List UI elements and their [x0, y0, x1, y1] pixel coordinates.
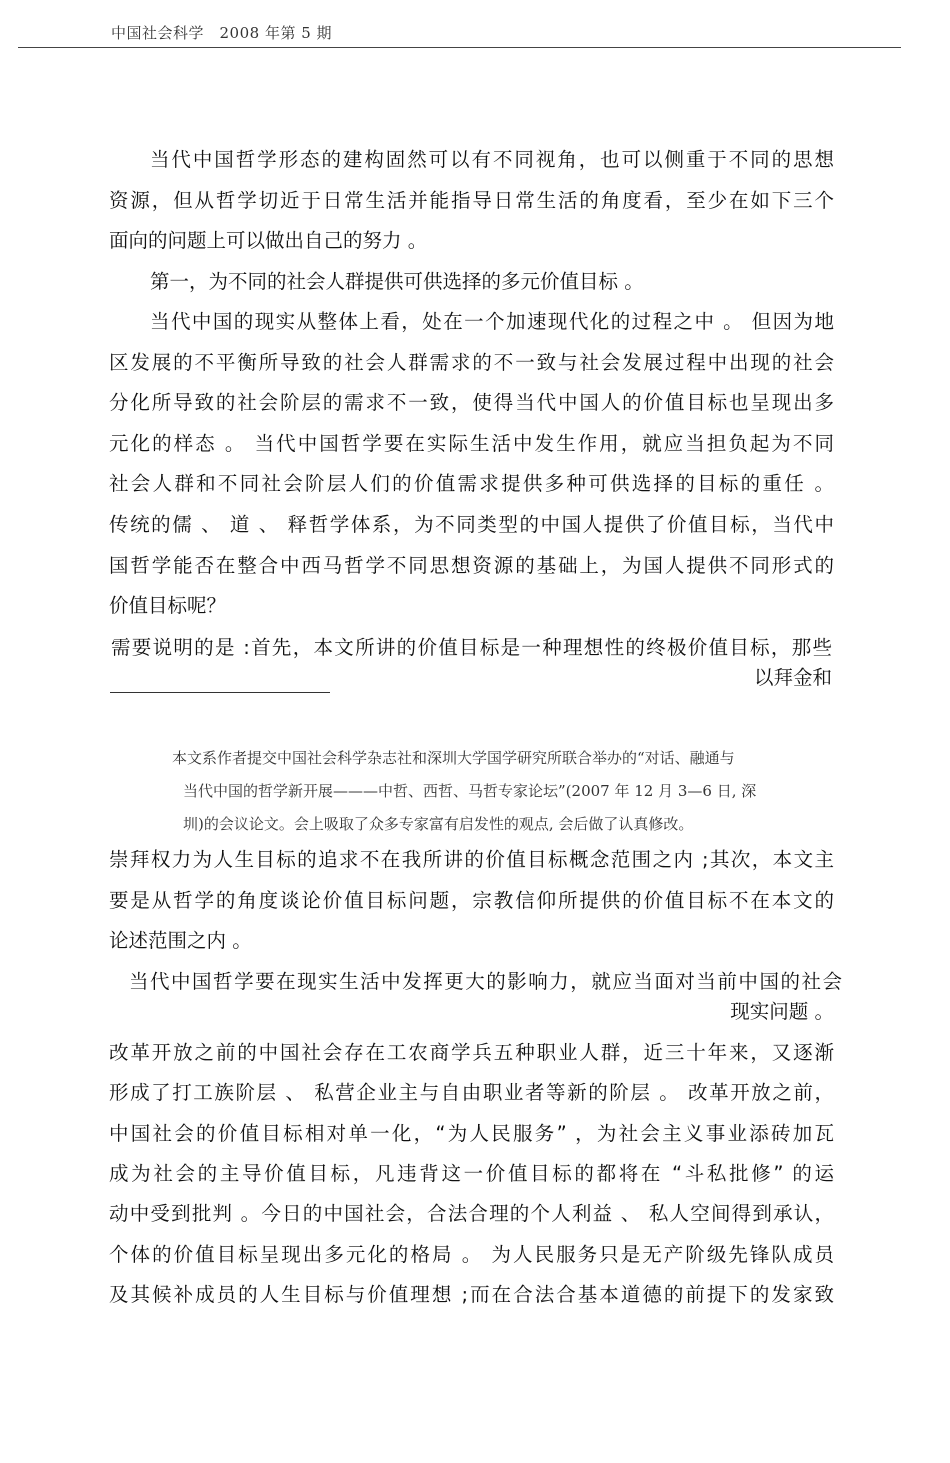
p4-line-1: 需要说明的是 :首先，本文所讲的价值目标是一种理想性的终极价值目标，那些	[111, 636, 832, 659]
p1-line-1: 当代中国哲学形态的建构固然可以有不同视角，也可以侧重于不同的思想	[150, 148, 834, 171]
p3-line-4: 元化的样态 。 当代中国哲学要在实际生活中发生作用，就应当担负起为不同	[109, 432, 834, 455]
p3-line-6: 传统的儒 、 道 、 释哲学体系，为不同类型的中国人提供了价值目标，当代中	[109, 513, 834, 536]
p6-line-2: 现实问题 。	[730, 1000, 834, 1023]
footnote-rule	[110, 692, 330, 693]
p4-line-2: 以拜金和	[753, 666, 832, 689]
p7-line-5: 动中受到批判 。今日的中国社会，合法合理的个人利益 、 私人空间得到承认，	[109, 1202, 834, 1225]
p3-line-1: 当代中国的现实从整体上看，处在一个加速现代化的过程之中 。 但因为地	[150, 310, 834, 333]
p5-line-3: 论述范围之内 。	[109, 929, 252, 952]
p3-line-7: 国哲学能否在整合中西马哲学不同思想资源的基础上，为国人提供不同形式的	[109, 554, 834, 577]
p7-line-1: 改革开放之前的中国社会存在工农商学兵五种职业人群，近三十年来，又逐渐	[109, 1041, 834, 1064]
running-header: 中国社会科学 2008 年第 5 期	[111, 24, 333, 42]
p3-line-5: 社会人群和不同社会阶层人们的价值需求提供多种可供选择的目标的重任 。	[109, 472, 834, 495]
p3-line-3: 分化所导致的社会阶层的需求不一致，使得当代中国人的价值目标也呈现出多	[109, 391, 834, 414]
footnote-line-1: 本文系作者提交中国社会科学杂志社和深圳大学国学研究所联合举办的“对话、融通与	[172, 749, 735, 767]
footnote-line-2: 当代中国的哲学新开展———中哲、西哲、马哲专家论坛”(2007 年 12 月 3—6 日, 深	[183, 782, 757, 800]
p3-line-8: 价值目标呢？	[109, 594, 227, 617]
p7-line-6: 个体的价值目标呈现出多元化的格局 。 为人民服务只是无产阶级先锋队成员	[109, 1243, 834, 1266]
p6-line-1: 当代中国哲学要在现实生活中发挥更大的影响力，就应当面对当前中国的社会	[129, 970, 842, 993]
p2-line-1: 第一，为不同的社会人群提供可供选择的多元价值目标 。	[150, 270, 644, 293]
p7-line-3: 中国社会的价值目标相对单一化，“为人民服务” ，为社会主义事业添砖加瓦	[109, 1122, 834, 1145]
p1-line-2: 资源，但从哲学切近于日常生活并能指导日常生活的角度看，至少在如下三个	[109, 189, 834, 212]
header-rule	[18, 47, 901, 48]
p7-line-4: 成为社会的主导价值目标，凡违背这一价值目标的都将在 “斗私批修” 的运	[109, 1162, 834, 1185]
p1-line-3: 面向的问题上可以做出自己的努力 。	[109, 229, 428, 252]
p7-line-2: 形成了打工族阶层 、 私营企业主与自由职业者等新的阶层 。 改革开放之前，	[109, 1081, 834, 1104]
p5-line-1: 崇拜权力为人生目标的追求不在我所讲的价值目标概念范围之内 ;其次，本文主	[109, 848, 834, 871]
p5-line-2: 要是从哲学的角度谈论价值目标问题，宗教信仰所提供的价值目标不在本文的	[109, 889, 834, 912]
footnote-line-3: 圳)的会议论文。会上吸取了众多专家富有启发性的观点, 会后做了认真修改。	[183, 815, 694, 833]
p7-line-7: 及其候补成员的人生目标与价值理想 ;而在合法合基本道德的前提下的发家致	[109, 1283, 834, 1306]
p3-line-2: 区发展的不平衡所导致的社会人群需求的不一致与社会发展过程中出现的社会	[109, 351, 834, 374]
